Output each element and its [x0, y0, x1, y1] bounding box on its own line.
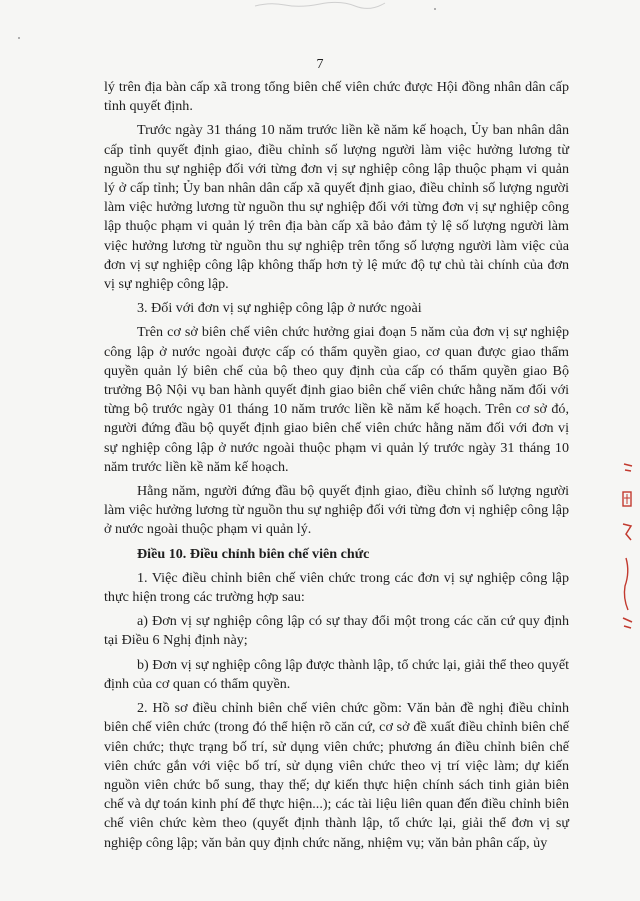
section-subheading: 3. Đối với đơn vị sự nghiệp công lập ở nước ngoài: [137, 300, 422, 317]
paragraph: 2. Hồ sơ điều chỉnh biên chế viên chức gồm: Văn bản đề nghị điều chỉnh biên chế viên chức (trong đó thể hiện rõ căn cứ, cơ sở đề xuất điều chỉnh biên chế viên chức; thực trạng bố trí, sử dụng viên chức; phương án điều chỉnh biên chế viên chức gắn với việc bố trí, sử dụng viên chức theo vị trí việc làm; dự kiến nguồn viên chức bổ sung, thay thế; dự kiến thực hiện chính sách tinh giản biên chế và dự toán kinh phí để thực hiện...); các tài liệu liên quan đến điều chỉnh biên chế viên chức kèm theo (quyết định thành lập, tổ chức lại, giải thể đơn vị sự nghiệp công lập; văn bản quy định chức năng, nhiệm vụ; văn bản phân cấp, ủy: [104, 700, 569, 851]
page-number: 7: [316, 57, 324, 72]
red-margin-stamp: [620, 462, 634, 632]
scan-speck: [434, 8, 436, 10]
article-heading: Điều 10. Điều chỉnh biên chế viên chức: [137, 545, 370, 562]
paragraph: Trên cơ sở biên chế viên chức hưởng giai đoạn 5 năm của đơn vị sự nghiệp công lập ở nước ngoài được cấp có thẩm quyền giao, cơ quan được giao thẩm quyền quản lý biên chế của bộ theo quy định của cấp có thẩm quyền giao Bộ trưởng Bộ Nội vụ ban hành quyết định giao biên chế viên chức hằng năm đối với từng bộ trước ngày 01 tháng 10 năm trước liền kề năm kế hoạch. Trên cơ sở đó, người đứng đầu bộ quyết định giao biên chế viên chức hằng năm đối với đơn vị sự nghiệp công lập ở nước ngoài thuộc phạm vi quản lý trước ngày 31 tháng 10 năm trước liền kề năm kế hoạch.: [104, 324, 569, 475]
document-body: [104, 78, 569, 858]
paragraph: a) Đơn vị sự nghiệp công lập có sự thay đổi một trong các căn cứ quy định tại Điều 6 Nghị định này;: [104, 613, 569, 649]
paragraph: 1. Việc điều chỉnh biên chế viên chức trong các đơn vị sự nghiệp công lập thực hiện trong các trường hợp sau:: [104, 569, 569, 606]
paragraph: Hằng năm, người đứng đầu bộ quyết định giao, điều chỉnh số lượng người làm việc hưởng lương từ nguồn thu sự nghiệp đối với từng đơn vị nghiệp công lập ở nước ngoài thuộc phạm vi quản lý.: [104, 483, 569, 538]
paragraph: Trước ngày 31 tháng 10 năm trước liền kề năm kế hoạch, Ủy ban nhân dân cấp tỉnh quyết định giao, điều chỉnh số lượng người làm việc hưởng lương từ nguồn thu sự nghiệp đối với từng đơn vị sự nghiệp công lập thuộc phạm vi quản lý ở cấp tỉnh; Ủy ban nhân dân cấp xã quyết định giao, điều chỉnh số lượng người làm việc hưởng lương từ nguồn thu sự nghiệp đối với từng đơn vị sự nghiệp công lập thuộc phạm vi quản lý trên địa bàn cấp xã bảo đảm tỷ lệ số lượng người làm việc hưởng lương từ nguồn thu sự nghiệp trên tổng số lượng người làm việc của đơn vị sự nghiệp công lập không thấp hơn tỷ lệ mức độ tự chủ tài chính của đơn vị sự nghiệp công lập.: [104, 122, 569, 293]
paragraph: b) Đơn vị sự nghiệp công lập được thành lập, tổ chức lại, giải thể theo quyết định của cơ quan có thẩm quyền.: [104, 656, 569, 692]
scan-speck: [18, 37, 20, 39]
scan-smudge: [250, 0, 390, 10]
paragraph: lý trên địa bàn cấp xã trong tổng biên chế viên chức được Hội đồng nhân dân cấp tỉnh quyết định.: [104, 79, 569, 115]
